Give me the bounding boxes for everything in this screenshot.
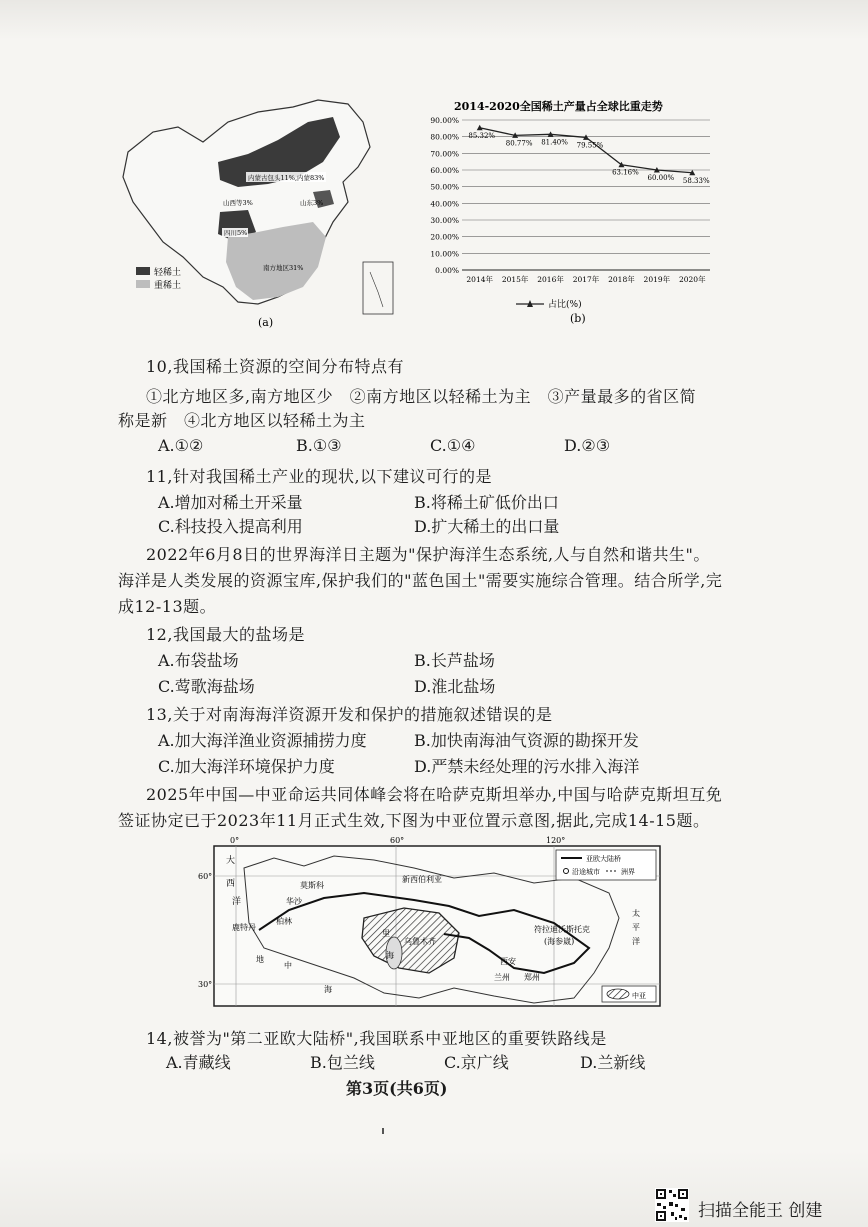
passage1-line3: 成12-13题。 — [118, 597, 217, 616]
chart-x-ticks — [466, 274, 706, 284]
data-label: 85.32% — [468, 131, 496, 140]
x-tick-label: 2014年 — [466, 275, 494, 284]
y-tick-label: 90.00% — [430, 116, 459, 125]
q13-option-a[interactable]: A.加大海洋渔业资源捕捞力度 — [158, 731, 367, 750]
lon-label-60: 60° — [390, 836, 405, 845]
y-tick-label: 80.00% — [430, 132, 459, 142]
legend-swatch-light — [136, 267, 150, 275]
place-haishenwai: (海参崴) — [544, 937, 575, 946]
passage2-line1: 2025年中国—中亚命运共同体峰会将在哈萨克斯坦举办,中国与哈萨克斯坦互免 — [146, 785, 723, 804]
chart-points — [477, 125, 696, 175]
q10-option-a[interactable]: A.①② — [158, 436, 204, 455]
x-tick-label: 2019年 — [643, 275, 671, 284]
region-label-sichuan: 四川5% — [224, 229, 248, 237]
data-label: 81.40% — [541, 138, 568, 147]
q10-stem: 10,我国稀土资源的空间分布特点有 — [146, 357, 404, 376]
data-label: 58.33% — [682, 176, 710, 185]
data-label: 79.55% — [576, 141, 604, 150]
q13-stem: 13,关于对南海海洋资源开发和保护的措施叙述错误的是 — [146, 705, 553, 724]
place-lanzhou: 兰州 — [494, 973, 510, 982]
q14-option-b[interactable]: B.包兰线 — [310, 1053, 375, 1072]
lat-label-30: 30° — [198, 980, 213, 989]
place-berlin: 柏林 — [276, 917, 292, 926]
legend-light-rare-earth: 轻稀土 — [154, 268, 182, 278]
q11-option-a[interactable]: A.增加对稀土开采量 — [158, 493, 303, 512]
data-label: 80.77% — [505, 139, 533, 148]
x-tick-label: 2020年 — [678, 275, 706, 284]
passage1-line2: 海洋是人类发展的资源宝库,保护我们的"蓝色国土"需要实施综合管理。结合所学,完 — [118, 571, 723, 590]
place-zhengzhou: 郑州 — [524, 973, 540, 982]
place-caspian-1: 里 — [382, 929, 390, 938]
chart-y-ticks — [430, 116, 459, 275]
page-number: 第3页(共6页) — [346, 1079, 448, 1098]
x-tick-label: 2015年 — [501, 275, 529, 284]
figure-b-caption: (b) — [570, 312, 586, 325]
q14-option-c[interactable]: C.京广线 — [444, 1053, 509, 1072]
q11-stem: 11,针对我国稀土产业的现状,以下建议可行的是 — [146, 467, 493, 486]
place-vladivostok: 符拉迪沃斯托克 — [534, 925, 590, 934]
y-tick-label: 60.00% — [430, 166, 459, 175]
q14-option-d[interactable]: D.兰新线 — [580, 1053, 646, 1072]
q12-stem: 12,我国最大的盐场是 — [146, 625, 305, 644]
x-tick-label: 2017年 — [572, 275, 600, 284]
chart-title: 2014-2020全国稀土产量占全球比重走势 — [454, 100, 663, 113]
y-tick-label: 50.00% — [430, 182, 459, 192]
q14-option-a[interactable]: A.青藏线 — [166, 1053, 231, 1072]
place-atlantic-2: 西 — [226, 879, 236, 889]
place-novosibirsk: 新西伯利亚 — [402, 875, 442, 884]
scan-mark — [382, 1128, 384, 1134]
place-caspian-2: 海 — [386, 951, 394, 960]
region-label-neimeng: 内蒙古包头11%,内蒙83% — [248, 174, 325, 182]
place-moscow: 莫斯科 — [300, 881, 324, 890]
q12-option-a[interactable]: A.布袋盐场 — [158, 651, 239, 670]
y-tick-label: 20.00% — [430, 232, 459, 242]
q11-option-c[interactable]: C.科技投入提高利用 — [158, 517, 303, 536]
lat-label-60: 60° — [198, 872, 213, 881]
q13-option-d[interactable]: D.严禁未经处理的污水排入海洋 — [414, 757, 640, 776]
x-tick-label: 2018年 — [608, 275, 635, 284]
y-tick-label: 40.00% — [430, 199, 459, 209]
q10-statement-line1: ①北方地区多,南方地区少 ②南方地区以轻稀土为主 ③产量最多的省区简 — [146, 387, 697, 406]
y-tick-label: 0.00% — [435, 266, 459, 275]
q13-option-b[interactable]: B.加快南海油气资源的勘探开发 — [414, 731, 639, 750]
region-label-south: 南方地区31% — [263, 264, 304, 272]
q13-option-c[interactable]: C.加大海洋环境保护力度 — [158, 757, 335, 776]
region-label-shanxi: 山西等3% — [223, 199, 253, 207]
legend-land-bridge: 亚欧大陆桥 — [586, 855, 621, 863]
place-med-3: 海 — [324, 985, 332, 994]
y-tick-label: 10.00% — [430, 249, 459, 259]
lon-label-120: 120° — [546, 836, 566, 845]
legend-central-asia: 中亚 — [632, 992, 646, 1000]
place-med-2: 中 — [284, 961, 292, 970]
rare-earth-share-chart — [420, 92, 720, 328]
place-atlantic-1: 大 — [226, 856, 236, 866]
q12-option-d[interactable]: D.淮北盐场 — [414, 677, 496, 696]
china-rare-earth-map — [108, 92, 408, 332]
place-warsaw: 华沙 — [286, 897, 302, 906]
place-med-1: 地 — [256, 955, 264, 964]
y-tick-label: 30.00% — [430, 216, 459, 225]
scanner-watermark: 扫描全能王 创建 — [698, 1201, 823, 1221]
legend-boundary: 洲界 — [621, 868, 635, 876]
y-tick-label: 70.00% — [430, 149, 459, 159]
place-pacific-1: 太 — [632, 909, 640, 918]
q11-option-d[interactable]: D.扩大稀土的出口量 — [414, 517, 560, 536]
place-pacific-2: 平 — [632, 923, 640, 932]
q10-option-d[interactable]: D.②③ — [564, 436, 611, 455]
place-rotterdam: 鹿特丹 — [232, 923, 256, 932]
data-label: 63.16% — [612, 168, 639, 177]
q10-option-b[interactable]: B.①③ — [296, 436, 342, 455]
passage2-line2: 签证协定已于2023年11月正式生效,下图为中亚位置示意图,据此,完成14-15题。 — [118, 811, 710, 830]
q12-option-b[interactable]: B.长芦盐场 — [414, 651, 495, 670]
q12-option-c[interactable]: C.莺歌海盐场 — [158, 677, 255, 696]
data-label: 60.00% — [647, 174, 675, 182]
region-label-shandong: 山东3% — [300, 199, 324, 207]
qr-code-icon — [655, 1188, 689, 1222]
q10-option-c[interactable]: C.①④ — [430, 436, 476, 455]
legend-heavy-rare-earth: 重稀土 — [154, 281, 182, 291]
legend-swatch-heavy — [136, 280, 150, 288]
figure-a-caption: (a) — [258, 316, 274, 329]
place-atlantic-3: 洋 — [232, 897, 242, 907]
passage1-line1: 2022年6月8日的世界海洋日主题为"保护海洋生态系统,人与自然和谐共生"。 — [146, 545, 710, 564]
place-xian: 西安 — [500, 957, 516, 966]
chart-legend: 占比(%) — [548, 300, 582, 310]
q10-statement-line2: 称是新 ④北方地区以轻稀土为主 — [118, 411, 366, 430]
central-asia-map — [198, 836, 660, 1010]
place-pacific-3: 洋 — [632, 937, 640, 946]
lon-label-0: 0° — [230, 836, 240, 845]
data-point-marker — [477, 125, 483, 131]
x-tick-label: 2016年 — [537, 275, 564, 284]
q14-stem: 14,被誉为"第二亚欧大陆桥",我国联系中亚地区的重要铁路线是 — [146, 1029, 607, 1048]
place-urumqi: 乌鲁木齐 — [404, 937, 436, 946]
legend-city: 沿途城市 — [572, 868, 600, 876]
q11-option-b[interactable]: B.将稀土矿低价出口 — [414, 493, 559, 512]
